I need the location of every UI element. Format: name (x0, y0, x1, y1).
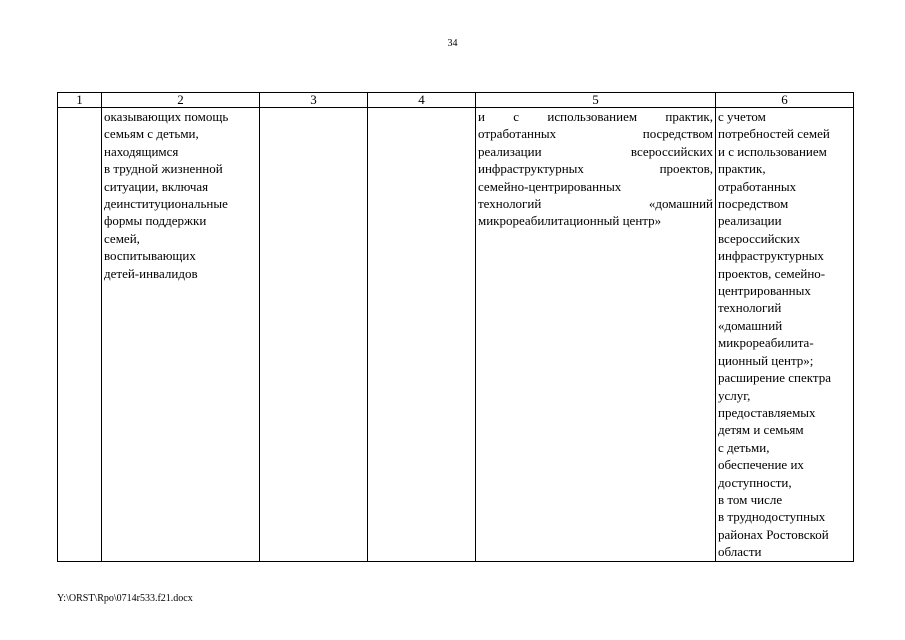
cell-col-5 (476, 108, 716, 562)
cell-text-line: отработанных посредством (478, 126, 713, 142)
cell-text-line: предоставляемых (718, 404, 816, 420)
cell-text-line: доступности, (718, 474, 792, 490)
cell-text-line: «домашний (718, 317, 783, 333)
column-header-1: 1 (58, 93, 102, 108)
cell-text-line: в труднодоступных (718, 509, 826, 525)
cell-text-line: ситуации, включая (104, 178, 209, 194)
table-row (58, 108, 854, 562)
cell-text-line: в том числе (718, 491, 783, 507)
cell-text-line: инфраструктурных (718, 248, 824, 264)
cell-text-line: практик, (718, 161, 766, 177)
cell-text-line: инфраструктурных проектов, (478, 161, 713, 177)
cell-text-line: с учетом (718, 109, 766, 124)
cell-text-line: ционный центр»; (718, 352, 814, 368)
cell-text-line: микрореабилитационный центр» (478, 213, 662, 229)
cell-text-line: реализации всероссийских (478, 143, 713, 159)
column-header-3: 3 (260, 93, 368, 108)
cell-text-line: семьям с детьми, (104, 126, 199, 142)
cell-text-line: в трудной жизненной (104, 161, 223, 177)
cell-text-line: области (718, 544, 762, 560)
cell-text-line: семейно-центрированных (478, 178, 622, 194)
cell-col-4 (368, 108, 476, 562)
cell-text-line: технологий (718, 300, 782, 316)
cell-text-line: деинституциональные (104, 196, 228, 212)
cell-col-1 (58, 108, 102, 562)
cell-text-line: реализации (718, 213, 782, 229)
cell-text-line: семей, (104, 230, 140, 246)
cell-text-line: отработанных (718, 178, 797, 194)
cell-text-line: детям и семьям (718, 422, 804, 438)
cell-col-6 (716, 108, 854, 562)
cell-text-line: услуг, (718, 387, 751, 403)
cell-text-line: районах Ростовской (718, 526, 829, 542)
table-header-row (58, 93, 854, 108)
cell-text-line: всероссийских (718, 230, 801, 246)
cell-text-line: находящимся (104, 143, 179, 159)
cell-text-line: микрореабилита- (718, 335, 814, 351)
cell-col-3 (260, 108, 368, 562)
cell-text-line: потребностей семей (718, 126, 830, 142)
cell-text-line: и с использованием (718, 143, 827, 159)
cell-text-line: воспитывающих (104, 248, 196, 264)
cell-col-2 (102, 108, 260, 562)
cell-text-line: и с использованием практик, (478, 109, 713, 124)
cell-text-line: с детьми, (718, 439, 770, 455)
page-number: 34 (447, 38, 458, 49)
cell-text-line: технологий «домашний (478, 196, 713, 212)
cell-text-line: обеспечение их (718, 457, 804, 473)
cell-text-line: расширение спектра (718, 370, 831, 386)
column-header-4: 4 (368, 93, 476, 108)
column-header-2: 2 (102, 93, 260, 108)
footer-file-path: Y:\ORST\Rpo\0714r533.f21.docx (57, 593, 193, 604)
column-header-5: 5 (476, 93, 716, 108)
cell-text-line: проектов, семейно- (718, 265, 826, 281)
cell-text-line: посредством (718, 196, 789, 212)
cell-text-line: формы поддержки (104, 213, 207, 229)
cell-text-line: центрированных (718, 283, 811, 299)
cell-text-line: оказывающих помощь (104, 109, 229, 124)
column-header-6: 6 (716, 93, 854, 108)
cell-text-line: детей-инвалидов (104, 265, 198, 281)
document-table (57, 92, 854, 562)
